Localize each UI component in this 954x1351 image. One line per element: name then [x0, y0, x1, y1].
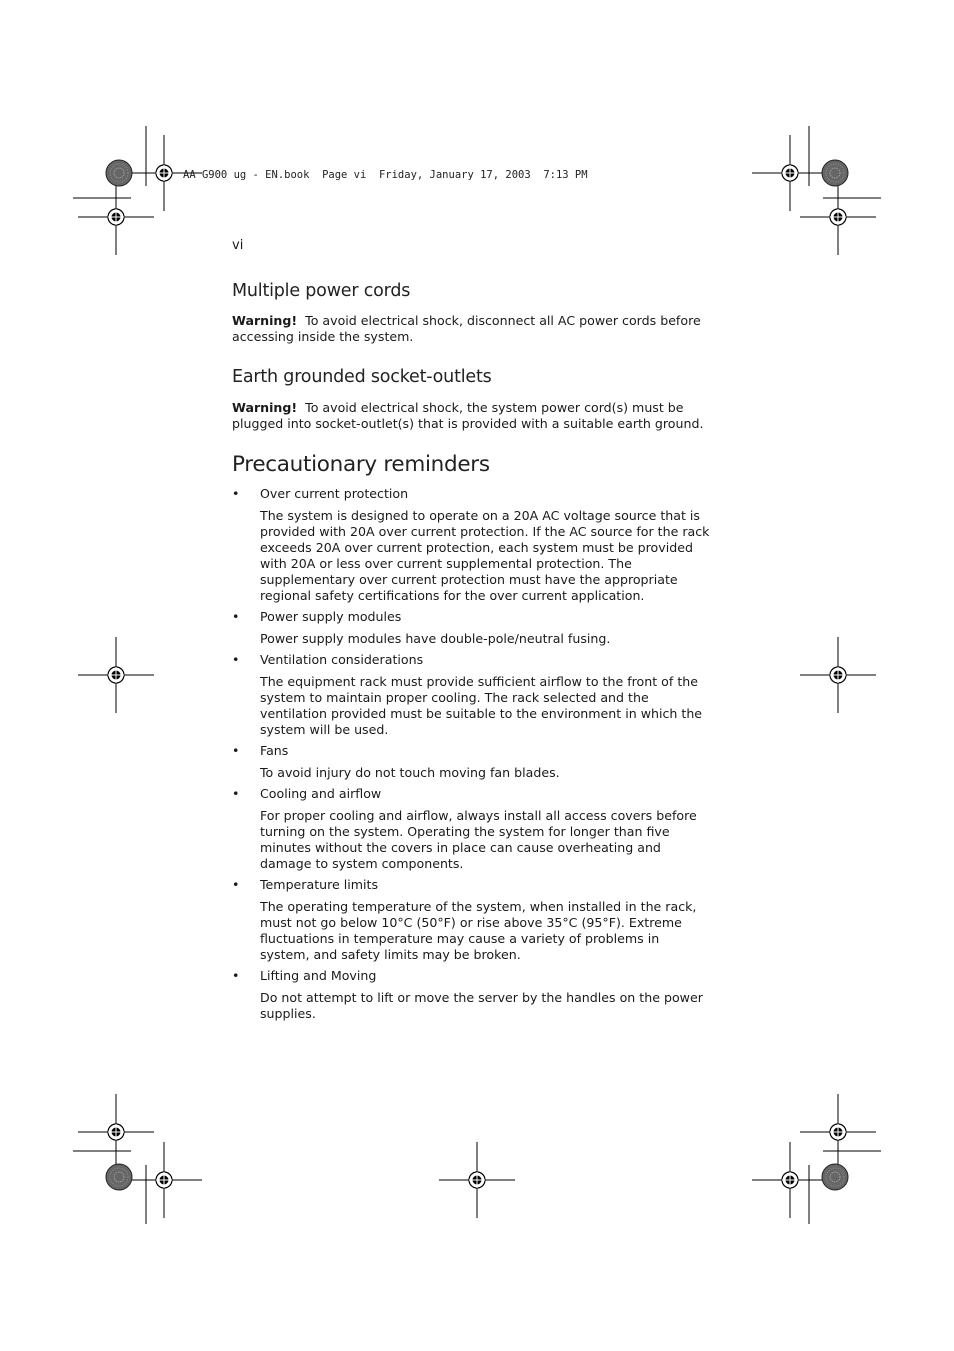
list-item-title: Power supply modules: [260, 609, 402, 624]
bullet: •: [232, 743, 240, 758]
list-item-body: Power supply modules have double-pole/neutral fusing.: [260, 631, 611, 646]
page-number: vi: [232, 238, 244, 253]
list-item-title: Ventilation considerations: [260, 652, 424, 667]
warning-label: Warning!: [232, 400, 298, 415]
list-item: [232, 652, 712, 738]
book-slug: AA G900 ug - EN.book Page vi Friday, January 17, 2003 7:13 PM: [183, 169, 588, 181]
list-item-title: Temperature limits: [260, 877, 379, 892]
list-item: [232, 486, 712, 604]
list-item-title: Lifting and Moving: [260, 968, 377, 983]
list-item-body: The system is designed to operate on a 20A AC voltage source that is provided with 20A over current protection. If the AC source for the rack exceeds 20A over current protection, each system must be provided with 20A or less over current supplemental protection. The supplementary over current protection must have the appropriate regional safety certifications for the over current application.: [260, 508, 710, 603]
list-item-body: To avoid injury do not touch moving fan blades.: [260, 765, 560, 780]
section-heading: Multiple power cords: [232, 281, 411, 301]
list-item: [232, 743, 712, 781]
section-heading: Earth grounded socket-outlets: [232, 367, 492, 387]
warning-text: To avoid electrical shock, the system power cord(s) must be plugged into socket-outlet(s) that is provided with a suitable earth ground.: [232, 400, 704, 431]
page-title: Precautionary reminders: [232, 452, 490, 477]
reminder-list: [232, 486, 712, 1022]
list-item: [232, 877, 712, 963]
list-item-body: For proper cooling and airflow, always install all access covers before turning on the system. Operating the system for longer than five minutes without the covers in place can cause overheating and damage to system components.: [260, 808, 697, 871]
warning-label: Warning!: [232, 313, 298, 328]
bullet: •: [232, 968, 240, 983]
warning-paragraph: [232, 400, 708, 432]
list-item-body: The operating temperature of the system, when installed in the rack, must not go below 10°C (50°F) or rise above 35°C (95°F). Extreme fluctuations in temperature may cause a variety of problems in system, and safety limits may be broken.: [260, 899, 697, 962]
list-item-title: Fans: [260, 743, 289, 758]
list-item-title: Cooling and airflow: [260, 786, 382, 801]
list-item: [232, 968, 712, 1022]
bullet: •: [232, 877, 240, 892]
bullet: •: [232, 486, 240, 501]
bullet: •: [232, 609, 240, 624]
bullet: •: [232, 652, 240, 667]
warning-paragraph: [232, 313, 708, 345]
warning-text: To avoid electrical shock, disconnect all AC power cords before accessing inside the system.: [232, 313, 701, 344]
bullet: •: [232, 786, 240, 801]
list-item: [232, 609, 712, 647]
list-item-title: Over current protection: [260, 486, 409, 501]
list-item-body: Do not attempt to lift or move the server by the handles on the power supplies.: [260, 990, 703, 1021]
list-item: [232, 786, 712, 872]
list-item-body: The equipment rack must provide sufficient airflow to the front of the system to maintain proper cooling. The rack selected and the ventilation provided must be suitable to the environment in which the system will be used.: [260, 674, 703, 737]
